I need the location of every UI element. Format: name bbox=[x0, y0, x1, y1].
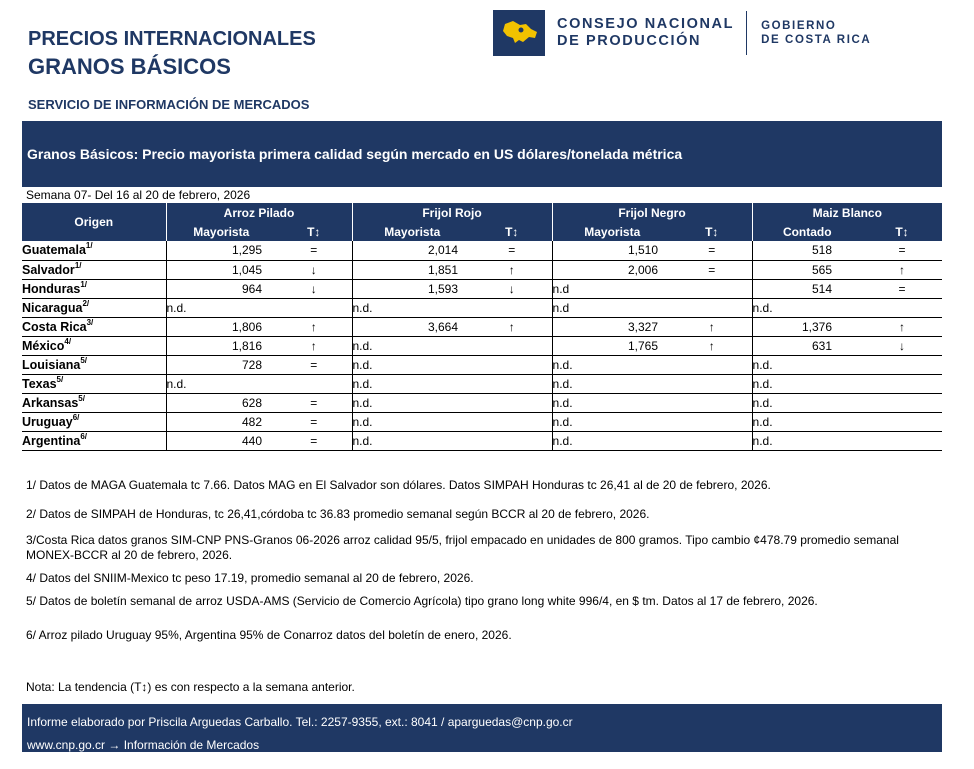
logo-gob-line1: GOBIERNO bbox=[761, 20, 837, 32]
costa-rica-map-icon bbox=[493, 10, 545, 56]
trend-arroz: ↓ bbox=[276, 260, 352, 279]
origin-cell bbox=[22, 355, 166, 374]
table-title-banner bbox=[22, 121, 942, 187]
trend-maiz bbox=[862, 298, 942, 317]
logo-gob-line2: DE COSTA RICA bbox=[761, 34, 872, 46]
price-arroz: 628 bbox=[166, 393, 276, 412]
price-frijol-negro: 2,006 bbox=[552, 260, 672, 279]
trend-frijol-negro: = bbox=[672, 241, 752, 260]
subheader-trend: T↕ bbox=[672, 222, 752, 241]
table-row bbox=[22, 431, 942, 450]
price-maiz: n.d. bbox=[752, 374, 862, 393]
group-header-frijol-rojo: Frijol Rojo bbox=[352, 203, 552, 222]
price-maiz: 565 bbox=[752, 260, 862, 279]
price-frijol-negro: 1,510 bbox=[552, 241, 672, 260]
subheader-mayorista: Mayorista bbox=[352, 222, 472, 241]
origin-name: México bbox=[22, 338, 65, 353]
trend-arroz bbox=[276, 298, 352, 317]
price-frijol-negro: n.d bbox=[552, 298, 672, 317]
trend-arroz: = bbox=[276, 393, 352, 412]
origin-cell bbox=[22, 393, 166, 412]
price-maiz: 518 bbox=[752, 241, 862, 260]
trend-frijol-negro bbox=[672, 374, 752, 393]
trend-frijol-negro bbox=[672, 412, 752, 431]
trend-frijol-rojo bbox=[472, 393, 552, 412]
footnote-ref: 5/ bbox=[80, 355, 88, 365]
origin-cell bbox=[22, 298, 166, 317]
origin-name: Guatemala bbox=[22, 243, 86, 258]
price-frijol-negro: n.d. bbox=[552, 355, 672, 374]
origin-name: Argentina bbox=[22, 433, 81, 448]
trend-maiz: = bbox=[862, 279, 942, 298]
price-arroz: 1,295 bbox=[166, 241, 276, 260]
subheader-mayorista: Mayorista bbox=[166, 222, 276, 241]
table-row bbox=[22, 298, 942, 317]
price-maiz: n.d. bbox=[752, 355, 862, 374]
price-frijol-negro: n.d. bbox=[552, 374, 672, 393]
footnote-ref: 1/ bbox=[80, 279, 88, 289]
price-frijol-rojo: 3,664 bbox=[352, 317, 472, 336]
price-frijol-rojo: n.d. bbox=[352, 412, 472, 431]
price-frijol-rojo: n.d. bbox=[352, 393, 472, 412]
trend-frijol-rojo: ↓ bbox=[472, 279, 552, 298]
price-arroz: 482 bbox=[166, 412, 276, 431]
origin-name: Uruguay bbox=[22, 414, 73, 429]
subheader-trend: T↕ bbox=[862, 222, 942, 241]
price-arroz: 440 bbox=[166, 431, 276, 450]
origin-name: Honduras bbox=[22, 281, 81, 296]
origin-cell bbox=[22, 374, 166, 393]
price-arroz: 1,816 bbox=[166, 336, 276, 355]
origin-name: Costa Rica bbox=[22, 319, 87, 334]
table-row bbox=[22, 355, 942, 374]
trend-frijol-rojo bbox=[472, 412, 552, 431]
price-maiz: n.d. bbox=[752, 298, 862, 317]
trend-maiz bbox=[862, 412, 942, 431]
logo-divider bbox=[746, 11, 747, 55]
trend-frijol-rojo bbox=[472, 298, 552, 317]
subheader-contado: Contado bbox=[752, 222, 862, 241]
group-header-arroz: Arroz Pilado bbox=[166, 203, 352, 222]
week-label: Semana 07- Del 16 al 20 de febrero, 2026 bbox=[26, 188, 251, 202]
price-maiz: 1,376 bbox=[752, 317, 862, 336]
trend-frijol-negro bbox=[672, 298, 752, 317]
prices-table bbox=[22, 203, 942, 451]
note-2: 2/ Datos de SIMPAH de Honduras, tc 26,41,córdoba tc 36.83 promedio semanal según BCCR al 20 de febrero, 2026. bbox=[26, 507, 650, 521]
origin-cell bbox=[22, 431, 166, 450]
trend-arroz: ↑ bbox=[276, 317, 352, 336]
cnp-logo bbox=[493, 10, 871, 56]
price-frijol-negro: 3,327 bbox=[552, 317, 672, 336]
origin-cell bbox=[22, 241, 166, 260]
trend-arroz: = bbox=[276, 412, 352, 431]
logo-cnp-line1: CONSEJO NACIONAL bbox=[557, 16, 735, 32]
origin-header: Origen bbox=[22, 203, 166, 241]
subheader-trend: T↕ bbox=[276, 222, 352, 241]
origin-cell bbox=[22, 317, 166, 336]
trend-arroz bbox=[276, 374, 352, 393]
trend-frijol-rojo bbox=[472, 355, 552, 374]
origin-name: Louisiana bbox=[22, 357, 81, 372]
price-frijol-negro: n.d bbox=[552, 279, 672, 298]
group-header-frijol-negro: Frijol Negro bbox=[552, 203, 752, 222]
price-arroz: 1,045 bbox=[166, 260, 276, 279]
footer-website-link[interactable]: www.cnp.go.cr → Información de Mercados bbox=[27, 738, 260, 752]
trend-maiz bbox=[862, 393, 942, 412]
trend-frijol-negro: ↑ bbox=[672, 336, 752, 355]
table-row bbox=[22, 412, 942, 431]
table-title: Granos Básicos: Precio mayorista primera calidad según mercado en US dólares/tonelada métrica bbox=[27, 146, 683, 162]
report-title: PRECIOS INTERNACIONALES bbox=[28, 28, 316, 50]
trend-frijol-rojo bbox=[472, 336, 552, 355]
table-row bbox=[22, 260, 942, 279]
origin-name: Arkansas bbox=[22, 395, 79, 410]
origin-name: Nicaragua bbox=[22, 300, 83, 315]
report-title-grains: GRANOS BÁSICOS bbox=[28, 54, 231, 79]
trend-maiz: ↓ bbox=[862, 336, 942, 355]
trend-arroz: = bbox=[276, 431, 352, 450]
trend-arroz: ↓ bbox=[276, 279, 352, 298]
trend-frijol-rojo: ↑ bbox=[472, 317, 552, 336]
subheader-trend: T↕ bbox=[472, 222, 552, 241]
trend-frijol-rojo: ↑ bbox=[472, 260, 552, 279]
price-maiz: 631 bbox=[752, 336, 862, 355]
price-arroz: 1,806 bbox=[166, 317, 276, 336]
price-frijol-rojo: n.d. bbox=[352, 355, 472, 374]
price-arroz: n.d. bbox=[166, 374, 276, 393]
note-1: 1/ Datos de MAGA Guatemala tc 7.66. Datos MAG en El Salvador son dólares. Datos SIMPAH Honduras tc 26,41 al de 20 de febrero, 2026. bbox=[26, 478, 771, 492]
price-frijol-negro: n.d. bbox=[552, 431, 672, 450]
origin-name: Texas bbox=[22, 376, 57, 391]
origin-cell bbox=[22, 279, 166, 298]
logo-cnp-line2: DE PRODUCCIÓN bbox=[557, 33, 702, 49]
price-maiz: 514 bbox=[752, 279, 862, 298]
trend-frijol-negro: = bbox=[672, 260, 752, 279]
footnote-ref: 1/ bbox=[85, 241, 93, 251]
note-6: 6/ Arroz pilado Uruguay 95%, Argentina 95% de Conarroz datos del boletín de enero, 2026. bbox=[26, 628, 512, 642]
trend-maiz bbox=[862, 355, 942, 374]
trend-maiz: = bbox=[862, 241, 942, 260]
footnote-ref: 2/ bbox=[82, 298, 90, 308]
price-maiz: n.d. bbox=[752, 431, 862, 450]
price-frijol-rojo: n.d. bbox=[352, 298, 472, 317]
footnote-ref: 1/ bbox=[74, 260, 82, 270]
price-frijol-rojo: n.d. bbox=[352, 374, 472, 393]
origin-name: Salvador bbox=[22, 262, 75, 277]
table-row bbox=[22, 374, 942, 393]
price-frijol-negro: n.d. bbox=[552, 393, 672, 412]
trend-frijol-negro bbox=[672, 279, 752, 298]
trend-frijol-negro: ↑ bbox=[672, 317, 752, 336]
origin-cell bbox=[22, 336, 166, 355]
table-row bbox=[22, 393, 942, 412]
price-maiz: n.d. bbox=[752, 393, 862, 412]
trend-maiz: ↑ bbox=[862, 317, 942, 336]
trend-arroz: ↑ bbox=[276, 336, 352, 355]
trend-arroz: = bbox=[276, 241, 352, 260]
origin-cell bbox=[22, 260, 166, 279]
price-frijol-rojo: n.d. bbox=[352, 336, 472, 355]
footnote-ref: 6/ bbox=[80, 431, 88, 441]
price-frijol-rojo: 2,014 bbox=[352, 241, 472, 260]
report-subtitle: SERVICIO DE INFORMACIÓN DE MERCADOS bbox=[28, 97, 310, 112]
table-row bbox=[22, 317, 942, 336]
price-frijol-rojo: 1,851 bbox=[352, 260, 472, 279]
table-row bbox=[22, 241, 942, 260]
footnote-ref: 5/ bbox=[56, 374, 64, 384]
price-maiz: n.d. bbox=[752, 412, 862, 431]
price-arroz: n.d. bbox=[166, 298, 276, 317]
table-row bbox=[22, 279, 942, 298]
price-arroz: 728 bbox=[166, 355, 276, 374]
group-header-maiz: Maiz Blanco bbox=[752, 203, 942, 222]
footnote-ref: 6/ bbox=[72, 412, 80, 422]
note-3: 3/Costa Rica datos granos SIM-CNP PNS-Granos 06-2026 arroz calidad 95/5, frijol empacado en unidades de 800 gramos. Tipo cambio ¢478.79 promedio semanal MONEX-BCCR al 20 de febrero, 2026. bbox=[26, 533, 899, 562]
footer-contact: Informe elaborado por Priscila Arguedas Carballo. Tel.: 2257-9355, ext.: 8041 / aparguedas@cnp.go.cr bbox=[27, 715, 573, 729]
trend-arroz: = bbox=[276, 355, 352, 374]
trend-frijol-rojo bbox=[472, 374, 552, 393]
trend-frijol-negro bbox=[672, 355, 752, 374]
subheader-mayorista: Mayorista bbox=[552, 222, 672, 241]
price-frijol-rojo: n.d. bbox=[352, 431, 472, 450]
trend-frijol-rojo bbox=[472, 431, 552, 450]
note-5: 5/ Datos de boletín semanal de arroz USDA-AMS (Servicio de Comercio Agrícola) tipo grano long white 996/4, en $ tm. Datos al 17 de febrero, 2026. bbox=[26, 594, 818, 608]
footnote-ref: 4/ bbox=[64, 336, 72, 346]
trend-maiz: ↑ bbox=[862, 260, 942, 279]
trend-frijol-negro bbox=[672, 393, 752, 412]
price-arroz: 964 bbox=[166, 279, 276, 298]
footer bbox=[22, 704, 942, 752]
origin-cell bbox=[22, 412, 166, 431]
table-row bbox=[22, 336, 942, 355]
footnote-ref: 5/ bbox=[78, 393, 85, 403]
footnote-ref: 3/ bbox=[86, 317, 94, 327]
trend-maiz bbox=[862, 374, 942, 393]
trend-frijol-rojo: = bbox=[472, 241, 552, 260]
price-frijol-negro: 1,765 bbox=[552, 336, 672, 355]
price-frijol-negro: n.d. bbox=[552, 412, 672, 431]
trend-maiz bbox=[862, 431, 942, 450]
trend-frijol-negro bbox=[672, 431, 752, 450]
note-4: 4/ Datos del SNIIM-Mexico tc peso 17.19, promedio semanal al 20 de febrero, 2026. bbox=[26, 571, 474, 585]
trend-note: Nota: La tendencia (T↕) es con respecto a la semana anterior. bbox=[26, 680, 355, 694]
price-frijol-rojo: 1,593 bbox=[352, 279, 472, 298]
